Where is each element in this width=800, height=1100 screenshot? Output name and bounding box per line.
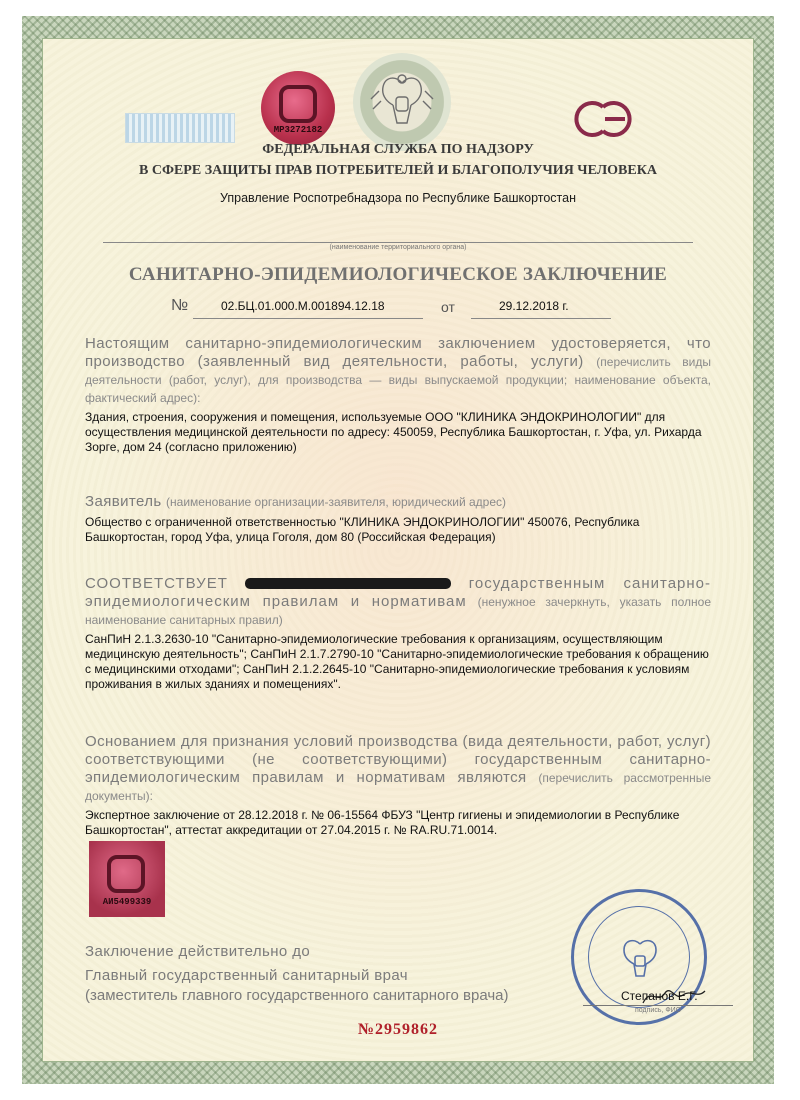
compliance-note: (ненужное зачеркнуть, указать полное наименование санитарных правил) xyxy=(85,595,711,627)
section-applicant xyxy=(85,493,711,545)
double-headed-eagle-icon xyxy=(353,53,451,151)
production-description: Здания, строения, сооружения и помещения, используемые ООО "КЛИНИКА ЭНДОКРИНОЛОГИИ" для осуществления медицинской деятельности по адресу: 450059, Республика Башкортостан, г. Уфа, ул. Рихарда Зорге, дом 24 (согласно приложению) xyxy=(85,410,702,454)
document-title: САНИТАРНО-ЭПИДЕМИОЛОГИЧЕСКОЕ ЗАКЛЮЧЕНИЕ xyxy=(128,264,668,285)
applicant-note: (наименование организации-заявителя, юридический адрес) xyxy=(166,495,507,509)
production-intro-main: Настоящим санитарно-эпидемиологическим заключением удостоверяется, что производство (заявленный вид деятельности, работы, услуги) xyxy=(85,335,711,370)
security-strip xyxy=(125,113,235,143)
hologram-bottom-number: АИ5499339 xyxy=(102,897,152,907)
document-date: 29.12.2018 г. xyxy=(499,299,569,313)
applicant-heading xyxy=(85,493,711,511)
section-production xyxy=(85,335,711,455)
office-underline xyxy=(103,242,693,243)
signature-underline xyxy=(583,1005,733,1006)
agency-line-1: ФЕДЕРАЛЬНАЯ СЛУЖБА ПО НАДЗОРУ xyxy=(262,142,534,157)
compliance-rest: государственным санитарно-эпидемиологическим правилам и нормативам xyxy=(85,575,712,610)
chief-doctor-line-2: (заместитель главного государственного санитарного врача) xyxy=(85,987,509,1004)
basis-description: Экспертное заключение от 28.12.2018 г. № 06-15564 ФБУЗ "Центр гигиены и эпидемиологии в Республике Башкортостан", аттестат аккредитации от 27.04.2015 г. № RA.RU.71.0014. xyxy=(85,808,680,837)
production-intro-note: (перечислить виды деятельности (работ, услуг), для производства — виды выпускаемой продукции; наименование объекта, фактический адрес): xyxy=(85,355,711,405)
signer-caption: подпись, ФИО xyxy=(635,1007,682,1014)
applicant-description: Общество с ограниченной ответственностью "КЛИНИКА ЭНДОКРИНОЛОГИИ" 450076, Республика Башкортостан, город Уфа, улица Гоголя, дом 80 (Российская Федерация) xyxy=(85,515,640,544)
serial-number: №2959862 xyxy=(357,1021,439,1038)
struck-out-text xyxy=(245,578,451,589)
hologram-emblem-icon xyxy=(279,85,317,123)
hologram-top-number: МР3272182 xyxy=(273,125,323,135)
se-logo-icon xyxy=(567,99,639,139)
date-underline xyxy=(471,318,611,319)
compliance-word: СООТВЕТСТВУЕТ xyxy=(85,575,228,592)
chief-doctor-line-1: Главный государственный санитарный врач xyxy=(85,967,409,984)
signer-name: Степанов Е.Г. xyxy=(621,989,698,1003)
emblem-rosette xyxy=(353,53,451,151)
valid-until: Заключение действительно до xyxy=(85,943,311,960)
agency-line-2: В СФЕРЕ ЗАЩИТЫ ПРАВ ПОТРЕБИТЕЛЕЙ И БЛАГОПОЛУЧИЯ ЧЕЛОВЕКА xyxy=(139,163,657,178)
basis-intro-main: Основанием для признания условий производства (вида деятельности, работ, услуг) соответствующими (не соответствующими) государственным санитарно-эпидемиологическим правилам и нормативам являются xyxy=(85,733,711,786)
compliance-description: СанПиН 2.1.3.2630-10 "Санитарно-эпидемиологические требования к организациям, осуществляющим медицинскую деятельность"; СанПиН 2.1.7.2790-10 "Санитарно-эпидемиологические требования к обращению с медицинскими отходами"; СанПиН 2.1.2.2645-10 "Санитарно-эпидемиологические требования к условиям проживания в жилых зданиях и помещениях". xyxy=(85,632,709,691)
stamp-eagle-icon xyxy=(612,930,668,986)
office-caption: (наименование территориального органа) xyxy=(329,244,467,251)
hologram-bottom xyxy=(89,841,165,917)
compliance-heading xyxy=(85,575,711,629)
section-basis xyxy=(85,733,711,838)
office-name: Управление Роспотребнадзора по Республике Башкортостан xyxy=(219,191,576,205)
sanepid-logo xyxy=(567,99,639,139)
section-compliance xyxy=(85,575,711,692)
hologram-bottom-emblem-icon xyxy=(107,855,145,893)
document-number: 02.БЦ.01.000.М.001894.12.18 xyxy=(221,299,385,313)
number-underline xyxy=(193,318,423,319)
production-intro xyxy=(85,335,711,407)
certificate-sheet xyxy=(22,16,774,1084)
basis-intro-note: (перечислить рассмотренные документы): xyxy=(85,771,712,803)
hologram-top xyxy=(261,71,335,145)
number-label: № xyxy=(171,297,189,314)
from-label: от xyxy=(441,299,455,315)
certificate-body xyxy=(42,38,754,1062)
applicant-label: Заявитель xyxy=(85,493,162,510)
basis-heading xyxy=(85,733,711,805)
